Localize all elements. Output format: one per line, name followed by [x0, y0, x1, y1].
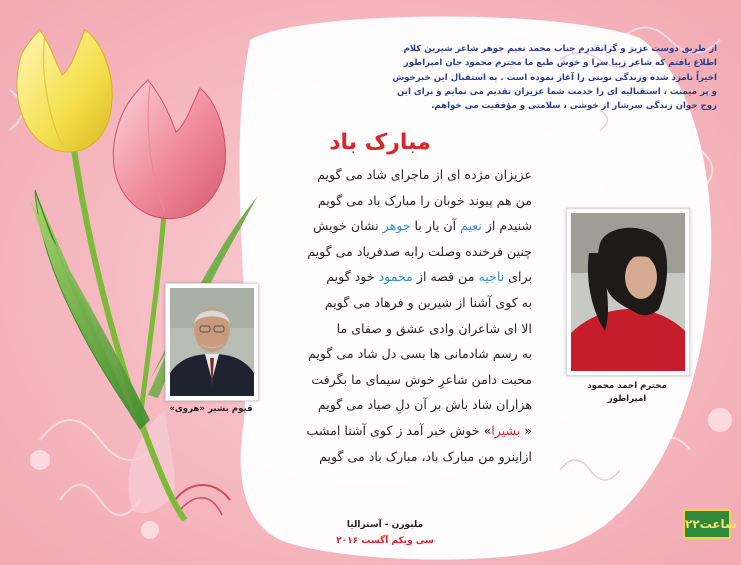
poem-line	[262, 239, 532, 265]
portrait-photo-left	[170, 288, 254, 396]
poem-line	[262, 162, 532, 188]
poem-text: من قصه از	[412, 269, 479, 285]
right-portrait-frame	[566, 208, 690, 376]
poem-line	[262, 213, 532, 239]
poem-text: من هم پیوند خوبان را مبارک باد می گویم	[317, 192, 532, 208]
poem-text: عزیزان مژده ای از ماجرای شاد می گویم	[317, 167, 532, 182]
poem-line	[262, 367, 532, 393]
footer-date: سی ویکم آگست ۲۰۱۶	[336, 536, 434, 546]
portrait-photo-right	[571, 213, 685, 371]
poem-text: خود گویم	[326, 269, 379, 285]
poem-line	[262, 418, 532, 444]
poem-highlight: جوهر	[382, 218, 411, 234]
poem-body	[262, 162, 532, 469]
poem-title: مبارک باد	[329, 130, 431, 155]
poem-text: » خوش خبر آمد ز کوی آشنا امشب	[306, 422, 492, 438]
left-portrait-caption: قیوم بشیر «هروی»	[169, 404, 253, 414]
poem-line	[262, 188, 532, 214]
poem-text: به کوی آشنا از شیرین و فرهاد می گویم	[324, 294, 532, 310]
intro-line: از طریق دوست عزیز و گرانقدرم جناب محمد نعیم جوهر شاعر شیرین کلام	[403, 44, 717, 54]
site-logo: ۲۲ساعت	[683, 509, 731, 539]
left-portrait-frame	[165, 283, 259, 401]
intro-line: اخیراً نامزد شده وزندگی نوینی را آغاز نموده است . به استقبال این خبرخوش	[392, 72, 717, 83]
poem-highlight: نعیم	[460, 218, 482, 234]
poem-text: برای	[504, 269, 532, 285]
poem-highlight: ناجیه	[478, 269, 505, 285]
poem-text: چنین فرخنده وصلت رابه صدفریاد می گویم	[307, 243, 532, 259]
right-portrait-caption-title: امپراطور	[607, 394, 647, 404]
intro-line: اطلاع یافتم که شاعر زیبا سرا و خوش طبع ما محترم محمود جان امپراطور	[403, 58, 717, 69]
poem-line	[262, 316, 532, 342]
poem-text: به رسم شادمانی ها بسی دل شاد می گویم	[308, 346, 532, 362]
poem-line	[262, 264, 532, 290]
poem-text: محبت دامن شاعرِ خوش سیمای ما بگرفت	[311, 371, 532, 387]
poem-text: آن یار با	[410, 218, 461, 234]
footer-location: ملبورن - آسترالیا	[346, 520, 424, 530]
intro-paragraph	[262, 42, 717, 113]
poem-line	[262, 341, 532, 367]
poem-line	[262, 290, 532, 316]
poem-text: «	[520, 422, 532, 438]
poem-text: نشان خویش	[312, 218, 383, 234]
poem-text: شنیدم از	[481, 218, 532, 234]
right-portrait-caption-name: محترم احمد محمود	[587, 381, 667, 391]
poem-highlight: بشیرا	[491, 422, 521, 438]
poem-highlight: محمود	[378, 269, 413, 285]
right-portrait-caption	[566, 380, 688, 406]
intro-line: و پر میمنت ، استقبالیه ای را خدمت شما عزیزان تقدیم می نمایم و برای این	[396, 86, 717, 97]
poem-text: الا ای شاعران وادی عشق و صفای ما	[336, 320, 532, 336]
poem-text: هزاران شاد باش بر آن دلِ صیاد می گویم	[317, 397, 532, 413]
poem-line	[262, 444, 532, 470]
poem-text: ازاینرو من مبارک باد، مبارک باد می گویم	[319, 448, 532, 464]
intro-line: زوج جوان زندگی سرشار از خوشی ، سلامتی و مؤفقیت می خواهم.	[431, 101, 717, 112]
poem-line	[262, 392, 532, 418]
